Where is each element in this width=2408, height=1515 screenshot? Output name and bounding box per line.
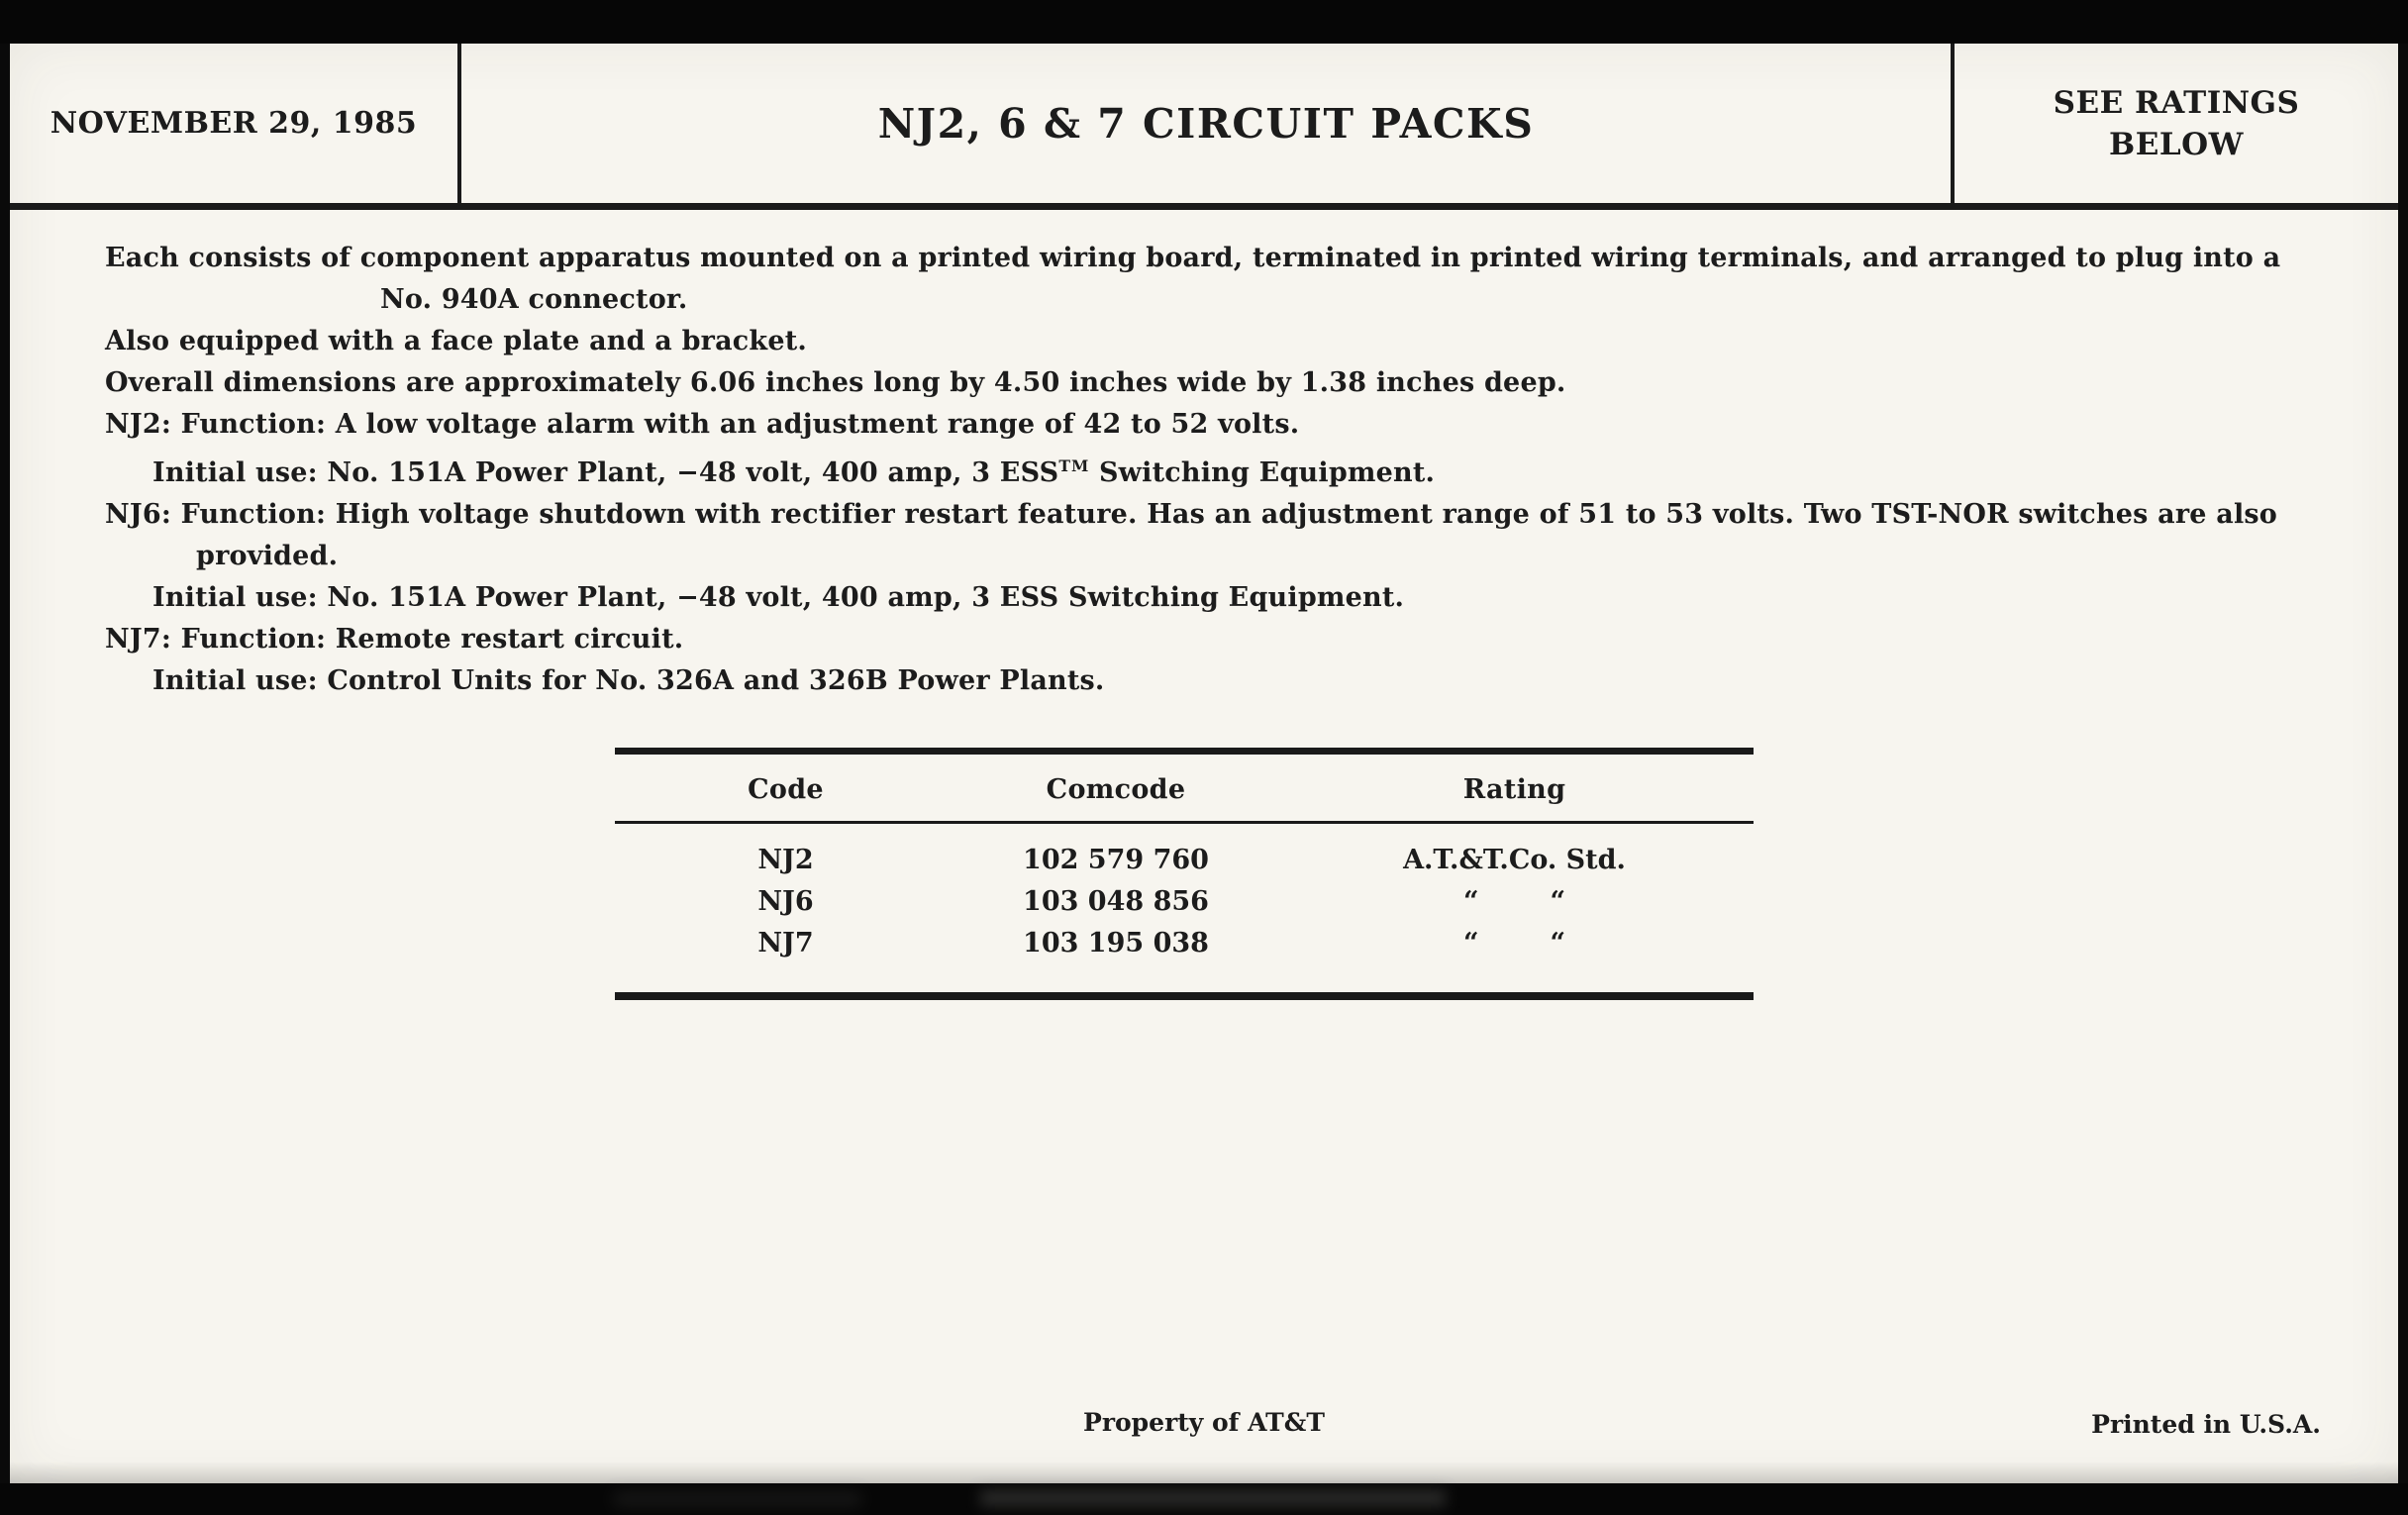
nj7-function-line: NJ7: Function: Remote restart circuit.	[105, 624, 684, 655]
printed-notice: Printed in U.S.A.	[2091, 1410, 2321, 1439]
document-date: NOVEMBER 29, 1985	[50, 106, 418, 141]
title-cell	[461, 44, 1951, 203]
nj2-function-line: NJ2: Function: A low voltage alarm with an adjustment range of 42 to 52 volts.	[105, 409, 1300, 440]
page-title: NJ2, 6 & 7 CIRCUIT PACKS	[877, 99, 1535, 148]
ratings-note-line1: SEE RATINGS	[2053, 84, 2300, 121]
cell-comcode: 103 195 038	[1023, 928, 1209, 959]
ditto-mark: “	[1550, 886, 1566, 917]
cell-rating: A.T.&T.Co. Std.	[1403, 845, 1626, 875]
table-header-row	[615, 752, 1754, 823]
scan-edge-bottom	[0, 1483, 2408, 1515]
cell-rating-ditto	[1275, 881, 1754, 923]
document-page	[10, 44, 2398, 1485]
cell-comcode: 103 048 856	[1023, 886, 1209, 917]
table-row	[615, 923, 1754, 996]
body-text	[10, 210, 2398, 1000]
document-header	[10, 44, 2398, 210]
nj6-function-line: NJ6: Function: High voltage shutdown with rectifier restart feature. Has an adjustment range of 51 to 53 volts. Two TST-NOR switches are also	[105, 499, 2278, 530]
cell-rating-ditto	[1275, 923, 1754, 996]
nj2-use-text: Initial use: No. 151A Power Plant, −48 volt, 400 amp, 3 ESS	[152, 457, 1059, 488]
ratings-table	[615, 748, 1754, 1000]
description-line-1: Each consists of component apparatus mounted on a printed wiring board, terminated in printed wiring terminals, and arranged to plug into a	[105, 243, 2281, 273]
ratings-note-line2: BELOW	[2109, 126, 2244, 162]
trademark-superscript: TM	[1058, 456, 1090, 475]
scan-artifact	[614, 1493, 861, 1505]
column-header-code: Code	[615, 752, 956, 823]
ratings-note-cell	[1955, 44, 2398, 203]
nj2-initial-use-line	[105, 446, 2362, 494]
description-line-2: Also equipped with a face plate and a bracket.	[105, 326, 807, 356]
table-row	[615, 823, 1754, 882]
scan-artifact	[980, 1490, 1446, 1506]
document-footer	[10, 1408, 2398, 1448]
nj2-use-text-end: Switching Equipment.	[1089, 457, 1436, 488]
description-line-1-cont: No. 940A connector.	[380, 284, 688, 315]
ditto-mark: “	[1462, 928, 1479, 959]
nj7-initial-use-line: Initial use: Control Units for No. 326A and 326B Power Plants.	[152, 665, 1105, 696]
scan-edge-top	[0, 0, 2408, 44]
nj6-initial-use-line: Initial use: No. 151A Power Plant, −48 volt, 400 amp, 3 ESS Switching Equipment.	[152, 582, 1405, 613]
cell-code: NJ6	[757, 886, 814, 917]
nj6-function-line-cont: provided.	[196, 541, 339, 571]
cell-code: NJ7	[757, 928, 814, 959]
column-header-comcode: Comcode	[956, 752, 1275, 823]
ditto-mark: “	[1550, 928, 1566, 959]
date-cell	[10, 44, 457, 203]
cell-comcode: 102 579 760	[1023, 845, 1209, 875]
column-header-rating: Rating	[1275, 752, 1754, 823]
ditto-mark: “	[1462, 886, 1479, 917]
property-notice: Property of AT&T	[1083, 1408, 1325, 1437]
description-line-3: Overall dimensions are approximately 6.06 inches long by 4.50 inches wide by 1.38 inches deep.	[105, 367, 1566, 398]
cell-code: NJ2	[757, 845, 814, 875]
table-row	[615, 881, 1754, 923]
